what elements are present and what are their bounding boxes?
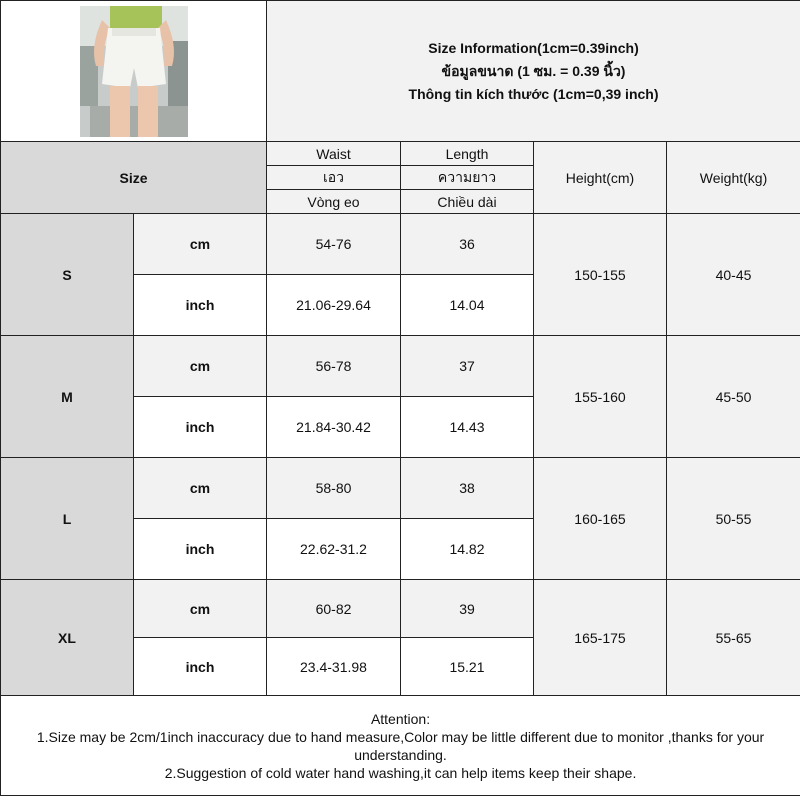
weight-header: Weight(kg): [667, 142, 800, 214]
attention-note-2: 2.Suggestion of cold water hand washing,it can help items keep their shape.: [164, 764, 637, 781]
attention-note-1: 1.Size may be 2cm/1inch inaccuracy due to hand measure,Color may be little different due to monitor ,thanks for your understanding.: [36, 728, 765, 763]
size-s-label: S: [1, 214, 134, 336]
length-inch-value: 14.04: [401, 275, 534, 336]
length-inch-value: 14.82: [401, 519, 534, 580]
length-header-vi: Chiều dài: [401, 190, 534, 214]
waist-inch-value: 22.62-31.2: [267, 519, 401, 580]
product-photo: [80, 6, 188, 137]
size-xl-label: XL: [1, 580, 134, 696]
length-cm-value: 37: [401, 336, 534, 397]
waist-inch-value: 21.06-29.64: [267, 275, 401, 336]
size-m-label: M: [1, 336, 134, 458]
length-cm-value: 39: [401, 580, 534, 638]
waist-cm-value: 56-78: [267, 336, 401, 397]
waist-cm-value: 58-80: [267, 458, 401, 519]
attention-notes: [1, 696, 800, 796]
waist-header-th: เอว: [267, 166, 401, 190]
weight-value: 45-50: [667, 336, 800, 458]
unit-cm-label: cm: [134, 458, 267, 519]
height-value: 165-175: [534, 580, 667, 696]
title-english: Size Information(1cm=0.39inch): [428, 39, 639, 56]
height-value: 155-160: [534, 336, 667, 458]
unit-inch-label: inch: [134, 275, 267, 336]
waist-header-en: Waist: [267, 142, 401, 166]
weight-value: 55-65: [667, 580, 800, 696]
unit-cm-label: cm: [134, 336, 267, 397]
length-cm-value: 36: [401, 214, 534, 275]
attention-title: Attention:: [370, 710, 431, 727]
title-thai: ข้อมูลขนาด (1 ซม. = 0.39 นิ้ว): [441, 62, 626, 79]
height-value: 160-165: [534, 458, 667, 580]
length-header-th: ความยาว: [401, 166, 534, 190]
waist-inch-value: 21.84-30.42: [267, 397, 401, 458]
waist-cm-value: 54-76: [267, 214, 401, 275]
unit-inch-label: inch: [134, 638, 267, 696]
length-inch-value: 15.21: [401, 638, 534, 696]
length-cm-value: 38: [401, 458, 534, 519]
weight-value: 40-45: [667, 214, 800, 336]
unit-inch-label: inch: [134, 519, 267, 580]
size-l-label: L: [1, 458, 134, 580]
unit-inch-label: inch: [134, 397, 267, 458]
length-inch-value: 14.43: [401, 397, 534, 458]
size-info-title-cell: [267, 1, 800, 142]
product-photo-cell: [1, 1, 267, 142]
weight-value: 50-55: [667, 458, 800, 580]
waist-inch-value: 23.4-31.98: [267, 638, 401, 696]
unit-cm-label: cm: [134, 580, 267, 638]
waist-header-vi: Vòng eo: [267, 190, 401, 214]
waist-cm-value: 60-82: [267, 580, 401, 638]
size-header: Size: [1, 142, 267, 214]
height-value: 150-155: [534, 214, 667, 336]
length-header-en: Length: [401, 142, 534, 166]
height-header: Height(cm): [534, 142, 667, 214]
title-vietnamese: Thông tin kích thước (1cm=0,39 inch): [408, 85, 659, 102]
unit-cm-label: cm: [134, 214, 267, 275]
